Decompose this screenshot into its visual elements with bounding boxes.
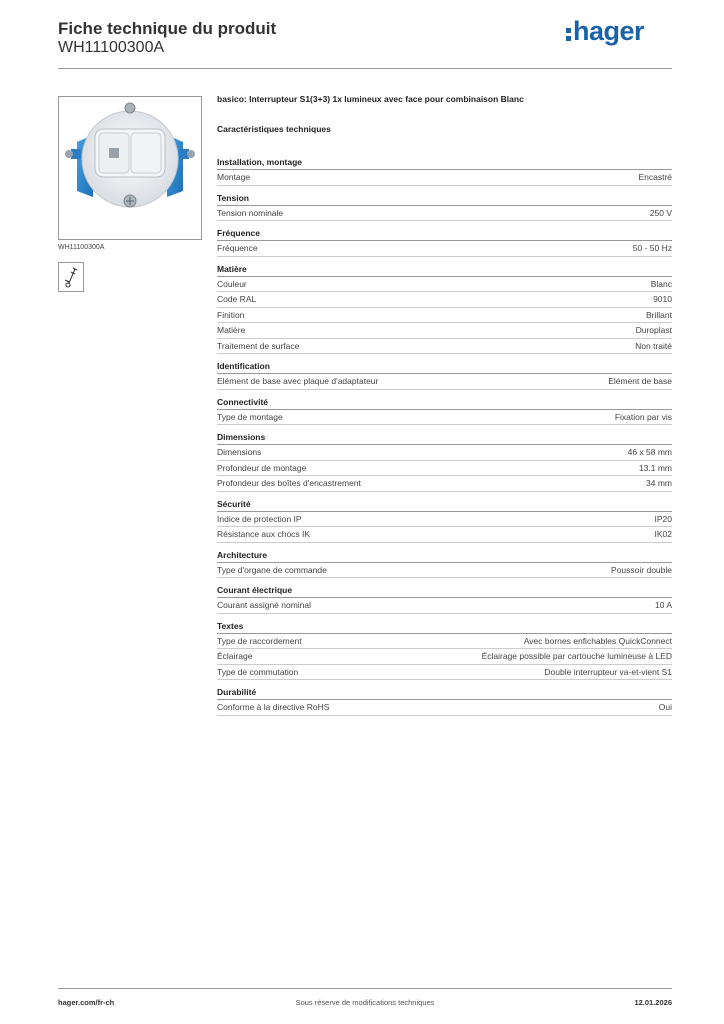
- spec-value: Avec bornes enfichables QuickConnect: [523, 635, 672, 646]
- header-divider: [58, 68, 672, 69]
- spec-label: Tension nominale: [217, 207, 284, 218]
- spec-row: [217, 476, 672, 492]
- spec-value: Duroplast: [635, 325, 672, 335]
- spec-label: Fréquence: [217, 243, 258, 253]
- footer-divider: [58, 988, 672, 989]
- spec-value: 13.1 mm: [638, 462, 672, 473]
- section-title: Dimensions: [217, 430, 672, 445]
- spec-value: Brillant: [646, 309, 672, 320]
- spec-row: [217, 292, 672, 308]
- product-description: basico: Interrupteur S1(3+3) 1x lumineux avec face pour combinaison Blanc: [217, 94, 524, 104]
- spec-label: Dimensions: [217, 447, 262, 457]
- spec-label: Type de commutation: [217, 666, 299, 677]
- spec-row: [217, 241, 672, 257]
- spec-label: Résistance aux chocs IK: [217, 529, 311, 539]
- product-photo-icon: [59, 97, 201, 239]
- brand-name: hager: [573, 16, 645, 46]
- footer-date: 12.01.2026: [634, 998, 672, 1007]
- image-caption: WH11100300A: [58, 244, 105, 251]
- spec-label: Indice de protection IP: [217, 513, 302, 524]
- spec-label: Profondeur des boîtes d'encastrement: [217, 478, 361, 488]
- spec-label: Profondeur de montage: [217, 462, 307, 473]
- spec-value: Double interrupteur va-et-vient S1: [544, 666, 672, 677]
- spec-row: [217, 527, 672, 543]
- spec-row: [217, 374, 672, 390]
- section-title: Matière: [217, 262, 672, 277]
- spec-row: [217, 323, 672, 339]
- spec-row: [217, 563, 672, 579]
- spec-section: [217, 548, 672, 579]
- spec-value: 9010: [653, 294, 672, 304]
- section-title: Durabilité: [217, 685, 672, 700]
- spec-value: Non traité: [635, 340, 672, 351]
- spec-section: [217, 226, 672, 257]
- spec-label: Montage: [217, 172, 251, 182]
- spec-value: Oui: [658, 702, 672, 712]
- spec-section: [217, 191, 672, 222]
- specs-title: Caractéristiques techniques: [217, 124, 331, 134]
- spec-row: [217, 598, 672, 614]
- spec-label: Conforme à la directive RoHS: [217, 702, 330, 712]
- spec-value: Fixation par vis: [614, 411, 672, 422]
- spec-value: IP20: [654, 513, 672, 524]
- spec-section: [217, 359, 672, 390]
- spec-content: [217, 94, 672, 719]
- spec-label: Type d'organe de commande: [217, 564, 327, 575]
- spec-label: Code RAL: [217, 294, 257, 304]
- spec-value: Elément de base: [608, 376, 672, 386]
- section-title: Sécurité: [217, 497, 672, 512]
- footer-notice: Sous réserve de modifications techniques: [295, 998, 435, 1007]
- spec-section: [217, 685, 672, 716]
- spec-row: [217, 461, 672, 477]
- spec-row: [217, 665, 672, 681]
- spec-label: Matière: [217, 325, 246, 335]
- spec-section: [217, 497, 672, 543]
- spec-row: [217, 410, 672, 426]
- spec-section: [217, 583, 672, 614]
- section-title: Tension: [217, 191, 672, 206]
- section-title: Installation, montage: [217, 155, 672, 170]
- section-title: Fréquence: [217, 226, 672, 241]
- spec-value: 50 - 50 Hz: [632, 243, 672, 253]
- spec-label: Traitement de surface: [217, 340, 300, 351]
- switch-symbol-icon: [58, 262, 84, 292]
- spec-row: [217, 206, 672, 222]
- spec-label: Finition: [217, 309, 245, 320]
- spec-value: Éclairage possible par cartouche lumineuse à LED: [481, 651, 672, 661]
- spec-row: [217, 445, 672, 461]
- spec-section: [217, 155, 672, 186]
- page-title: Fiche technique du produit: [58, 19, 277, 38]
- spec-value: 250 V: [649, 207, 672, 218]
- product-image: [58, 96, 202, 240]
- spec-value: Blanc: [650, 278, 672, 289]
- spec-section: [217, 395, 672, 426]
- spec-row: [217, 339, 672, 355]
- section-title: Connectivité: [217, 395, 672, 410]
- spec-label: Éclairage: [217, 651, 253, 661]
- spec-row: [217, 277, 672, 293]
- spec-section: [217, 619, 672, 681]
- spec-label: Courant assigné nominal: [217, 600, 312, 610]
- spec-row: [217, 308, 672, 324]
- brand-logo: [566, 16, 644, 47]
- section-title: Textes: [217, 619, 672, 634]
- spec-label: Type de raccordement: [217, 635, 302, 646]
- spec-value: Poussoir double: [611, 564, 672, 575]
- spec-row: [217, 170, 672, 186]
- spec-value: Encastré: [638, 172, 672, 182]
- spec-section: [217, 430, 672, 492]
- spec-row: [217, 700, 672, 716]
- section-title: Courant électrique: [217, 583, 672, 598]
- section-title: Architecture: [217, 548, 672, 563]
- spec-value: 10 A: [654, 600, 672, 610]
- spec-label: Couleur: [217, 278, 247, 289]
- spec-section: [217, 262, 672, 355]
- footer-website[interactable]: hager.com/fr-ch: [58, 998, 115, 1007]
- spec-value: IK02: [654, 529, 672, 539]
- spec-sections: [217, 155, 672, 716]
- section-title: Identification: [217, 359, 672, 374]
- spec-row: [217, 512, 672, 528]
- spec-value: 34 mm: [646, 478, 672, 488]
- spec-label: Elément de base avec plaque d'adaptateur: [217, 376, 379, 386]
- spec-row: [217, 649, 672, 665]
- spec-value: 46 x 58 mm: [627, 447, 672, 457]
- spec-row: [217, 634, 672, 650]
- spec-label: Type de montage: [217, 411, 283, 422]
- product-reference: WH11100300A: [58, 39, 165, 56]
- logo-dots-icon: [566, 23, 572, 43]
